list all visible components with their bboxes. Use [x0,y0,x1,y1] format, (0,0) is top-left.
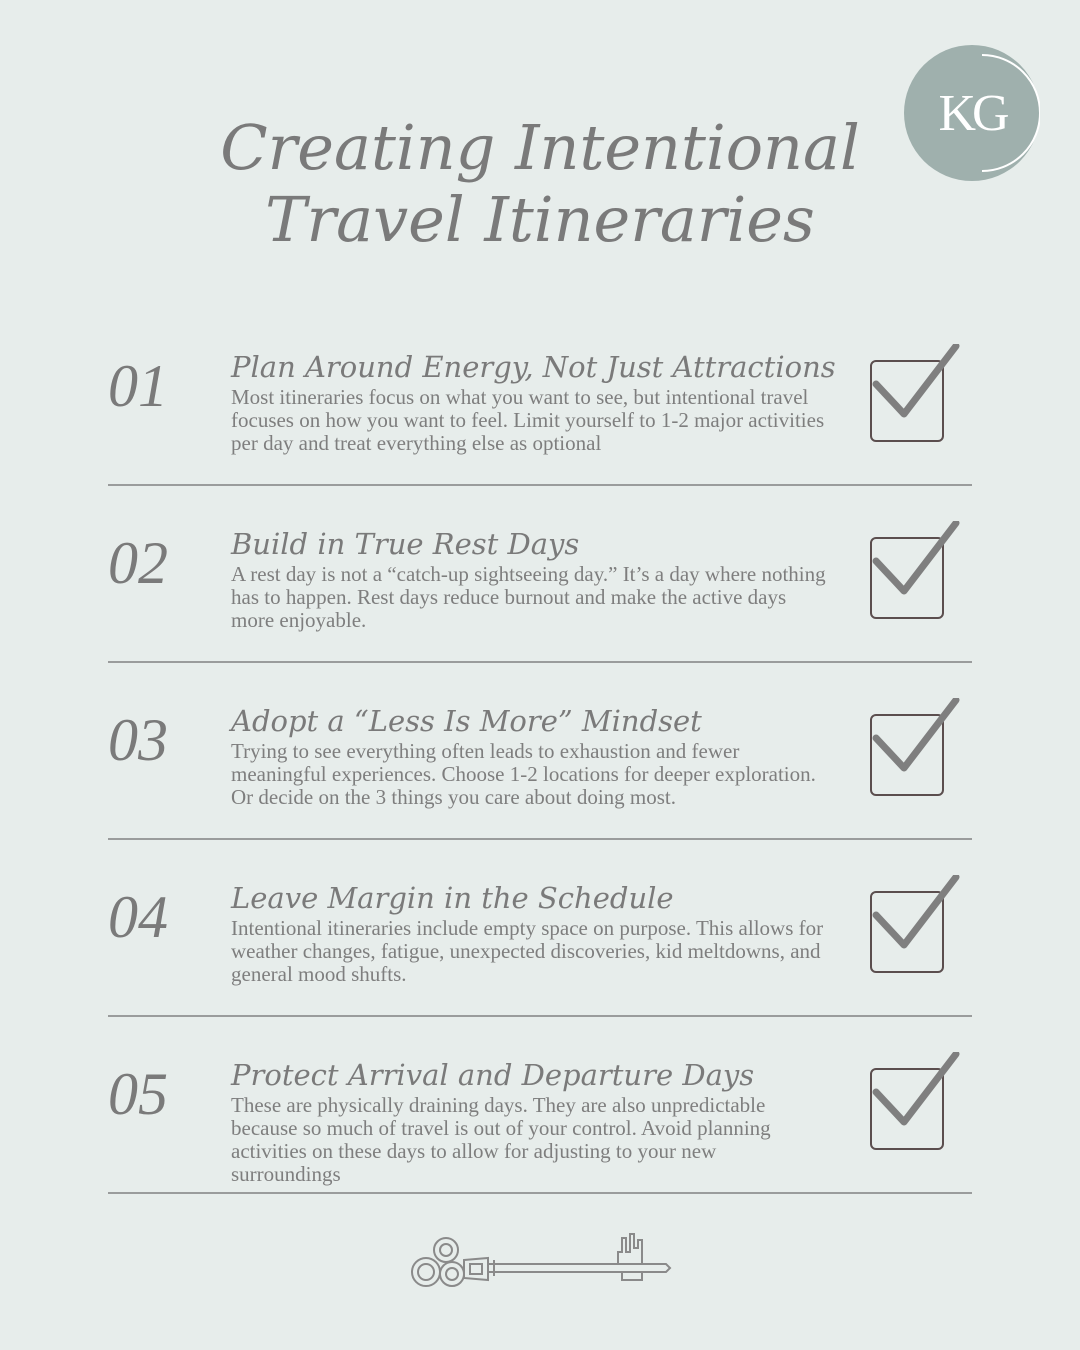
key-icon [408,1230,672,1296]
checkmark-icon [870,698,960,778]
checkmark-icon [870,875,960,955]
item-description: Trying to see everything often leads to exhaustion and fewer meaningful experiences. Choose 1-2 locations for deeper exploration. Or decide on the 3 things you care about doing most. [231,739,816,809]
logo-text: KG [938,84,1006,142]
divider [108,1015,972,1017]
page-title: Creating Intentional Travel Itineraries [220,111,860,256]
item-number: 03 [108,707,168,773]
item-title: Build in True Rest Days [231,527,580,561]
divider [108,838,972,840]
item-number: 05 [108,1061,168,1127]
item-number: 02 [108,530,168,596]
item-number: 04 [108,884,168,950]
checkmark-icon [870,1052,960,1132]
checkmark-icon [870,344,960,424]
item-description: Most itineraries focus on what you want to see, but intentional travel focuses on how you want to feel. Limit yourself to 1-2 major activities per day and treat everything else as optional [231,385,825,455]
divider [108,1192,972,1194]
item-number: 01 [108,353,168,419]
item-title: Protect Arrival and Departure Days [231,1058,755,1092]
item-description: Intentional itineraries include empty space on purpose. This allows for weather changes, fatigue, unexpected discoveries, kid meltdowns, and general mood shufts. [231,916,824,986]
item-description: These are physically draining days. They are also unpredictable because so much of travel is out of your control. Avoid planning activities on these days to allow for adjusting to your new surroundings [231,1093,771,1186]
item-description: A rest day is not a “catch-up sightseeing day.” It’s a day where nothing has to happen. Rest days reduce burnout and make the active days more enjoyable. [231,562,826,632]
item-title: Adopt a “Less Is More” Mindset [231,704,702,738]
divider [108,661,972,663]
item-title: Plan Around Energy, Not Just Attractions [231,350,836,384]
item-title: Leave Margin in the Schedule [231,881,674,915]
divider [108,484,972,486]
checkmark-icon [870,521,960,601]
